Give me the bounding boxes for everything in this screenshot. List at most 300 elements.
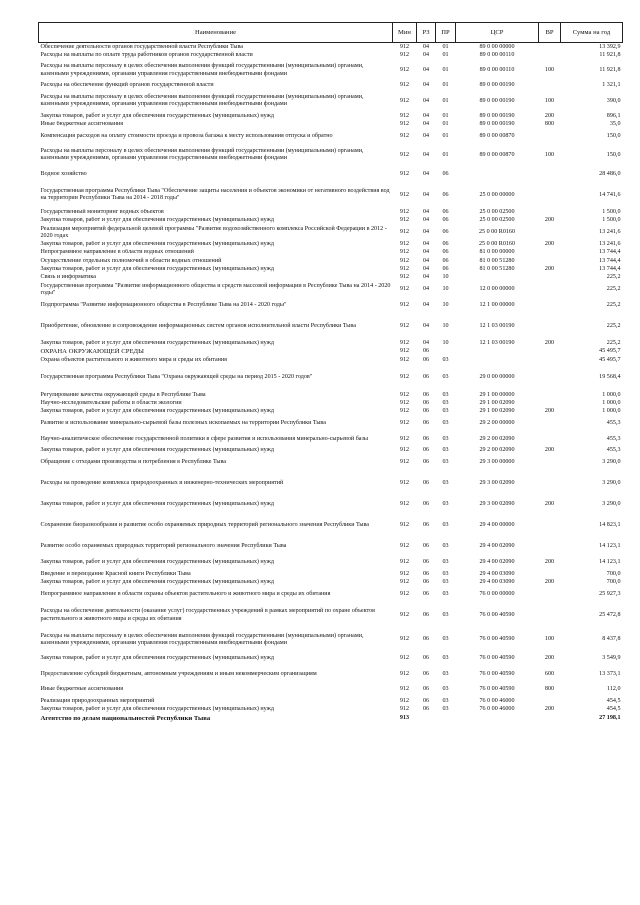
cell-rz: 06 bbox=[422, 447, 430, 454]
cell-name: Иные бюджетные ассигнования bbox=[40, 686, 124, 693]
cell-csr: 29 2 00 00000 bbox=[479, 420, 515, 427]
cell-name: Закупка товаров, работ и услуг для обеспечения государственных (муниципальных) нужд bbox=[40, 706, 274, 713]
cell-pr: 03 bbox=[442, 558, 449, 565]
table-row bbox=[39, 365, 623, 392]
cell-csr: 29 0 00 00000 bbox=[479, 374, 515, 381]
cell-name: Сохранение биоразнообразия и развитие особо охраняемых природных территорий регионального значения Республики Тыва bbox=[40, 522, 370, 529]
cell-rz: 04 bbox=[422, 249, 430, 256]
cell-pr: 06 bbox=[442, 257, 449, 264]
table-row bbox=[39, 408, 623, 416]
table-row bbox=[39, 257, 623, 265]
cell-csr: 76 0 00 40590 bbox=[479, 636, 515, 643]
cell-min: 912 bbox=[399, 229, 410, 236]
cell-min: 912 bbox=[399, 97, 410, 104]
budget-document bbox=[38, 22, 622, 722]
cell-csr: 76 0 00 40590 bbox=[479, 686, 515, 693]
cell-min: 912 bbox=[399, 399, 410, 406]
cell-name: Расходы на выплаты персоналу в целях обеспечения выполнения функций государственными (муниципальными) органами, казенными учреждениями, органами управления государственными внебюджетными фондами bbox=[40, 632, 364, 646]
cell-rz: 04 bbox=[422, 133, 430, 139]
table-row bbox=[39, 579, 623, 587]
table-row bbox=[39, 697, 623, 705]
cell-name: Государственная программа Республики Тыва "Охрана окружающей среды на период 2015 - 2020 годов" bbox=[40, 374, 313, 381]
cell-pr: 03 bbox=[442, 670, 449, 677]
cell-pr: 03 bbox=[442, 579, 449, 586]
cell-csr: 89 0 00 00190 bbox=[479, 121, 515, 128]
cell-rz: 06 bbox=[422, 590, 430, 597]
cell-sum: 225,2 bbox=[606, 322, 621, 329]
cell-rz: 06 bbox=[422, 420, 430, 427]
cell-name: Развитие и использование минерально-сырьевой базы полезных ископаемых на территории Республики Тыва bbox=[40, 420, 326, 427]
cell-pr bbox=[436, 348, 456, 356]
cell-min: 912 bbox=[399, 82, 410, 89]
cell-vr bbox=[539, 182, 561, 209]
cell-min: 912 bbox=[399, 356, 410, 363]
cell-vr bbox=[539, 356, 561, 364]
cell-csr: 76 0 00 46000 bbox=[479, 698, 515, 705]
table-row bbox=[39, 555, 623, 571]
table-row bbox=[39, 629, 623, 651]
cell-min: 912 bbox=[399, 191, 410, 198]
cell-rz: 06 bbox=[422, 543, 430, 550]
cell-sum: 45 495,7 bbox=[599, 356, 621, 363]
cell-csr: 29 4 00 03090 bbox=[479, 570, 515, 577]
cell-sum: 45 495,7 bbox=[599, 348, 621, 355]
cell-rz bbox=[417, 714, 436, 722]
cell-min: 912 bbox=[399, 420, 410, 427]
cell-vr: 800 bbox=[544, 121, 555, 128]
table-row bbox=[39, 682, 623, 698]
cell-min: 912 bbox=[399, 257, 410, 264]
cell-sum: 1 000,0 bbox=[602, 391, 621, 398]
cell-rz: 06 bbox=[422, 686, 430, 693]
cell-rz: 04 bbox=[422, 257, 430, 264]
cell-pr: 03 bbox=[442, 706, 449, 713]
cell-name: Осуществление отдельных полномочий в области водных отношений bbox=[40, 257, 222, 264]
table-row bbox=[39, 51, 623, 59]
cell-rz: 06 bbox=[422, 480, 430, 487]
cell-pr: 03 bbox=[442, 590, 449, 597]
header-csr: ЦСР bbox=[456, 23, 539, 43]
cell-csr: 89 0 00 00110 bbox=[479, 67, 515, 74]
cell-vr bbox=[539, 714, 561, 722]
cell-min: 912 bbox=[399, 133, 410, 139]
cell-min: 912 bbox=[399, 121, 410, 128]
cell-name: Расходы на выплаты персоналу в целях обеспечения выполнения функций государственными (муниципальными) органами, казенными учреждениями, органами управления государственными внебюджетными фондами bbox=[40, 93, 364, 108]
cell-rz: 06 bbox=[422, 408, 430, 415]
cell-name: Государственный мониторинг водных объектов bbox=[40, 209, 164, 216]
cell-vr: 100 bbox=[544, 67, 555, 74]
cell-rz: 04 bbox=[422, 274, 430, 281]
cell-sum: 3 290,0 bbox=[602, 480, 621, 487]
table-row bbox=[39, 416, 623, 432]
cell-name: Закупка товаров, работ и услуг для обеспечения государственных (муниципальных) нужд bbox=[40, 501, 274, 508]
cell-min: 912 bbox=[399, 670, 410, 677]
cell-csr: 29 1 00 02090 bbox=[479, 399, 515, 406]
table-row bbox=[39, 241, 623, 249]
cell-name: Закупка товаров, работ и услуг для обеспечения государственных (муниципальных) нужд bbox=[40, 558, 274, 565]
cell-csr: 29 1 00 02090 bbox=[479, 408, 515, 415]
cell-sum: 454,5 bbox=[606, 698, 621, 705]
cell-csr: 81 0 00 51280 bbox=[479, 257, 515, 264]
cell-pr: 01 bbox=[442, 51, 449, 58]
cell-vr bbox=[539, 43, 561, 52]
cell-vr: 200 bbox=[544, 112, 555, 119]
cell-vr: 100 bbox=[544, 636, 555, 643]
cell-vr bbox=[539, 298, 561, 314]
cell-name: Агентство по делам национальностей Республики Тыва bbox=[40, 714, 211, 722]
table-row bbox=[39, 513, 623, 540]
cell-min: 912 bbox=[399, 655, 410, 662]
table-row bbox=[39, 587, 623, 603]
cell-rz: 06 bbox=[422, 636, 430, 643]
cell-name: Расходы на выплаты персоналу в целях обеспечения выполнения функций государственными (муниципальными) органами, казенными учреждениями, органами управления государственными внебюджетными фондами bbox=[40, 148, 364, 162]
cell-csr: 29 4 00 00000 bbox=[479, 522, 515, 529]
header-rz: РЗ bbox=[417, 23, 436, 43]
cell-sum: 14 823,1 bbox=[599, 522, 621, 529]
table-row bbox=[39, 471, 623, 498]
cell-name: Непрограммное направление в области водных отношений bbox=[40, 249, 194, 256]
cell-csr bbox=[456, 356, 539, 364]
cell-name: Научно-исследовательские работы в области экологии bbox=[40, 399, 182, 406]
cell-min: 912 bbox=[399, 170, 410, 177]
cell-csr: 29 4 00 02090 bbox=[479, 543, 515, 550]
cell-sum: 225,2 bbox=[606, 286, 621, 293]
table-row bbox=[39, 348, 623, 356]
cell-name: Реализация мероприятий федеральной целевой программы "Развитие водохозяйственного комплекса Российской Федерации в 2012 - 2020 годах bbox=[40, 225, 387, 239]
cell-vr bbox=[539, 225, 561, 241]
cell-name: Подпрограмма "Развитие информационного общества в Республике Тыва на 2014 - 2020 годы" bbox=[40, 301, 287, 308]
cell-name: Закупка товаров, работ и услуг для обеспечения государственных (муниципальных) нужд bbox=[40, 447, 274, 454]
table-row bbox=[39, 706, 623, 714]
table-row bbox=[39, 391, 623, 399]
cell-min: 912 bbox=[399, 274, 410, 281]
cell-csr: 25 0 00 00000 bbox=[479, 191, 515, 198]
cell-csr: 89 0 00 00190 bbox=[479, 82, 515, 89]
cell-vr bbox=[539, 313, 561, 340]
cell-pr: 03 bbox=[442, 435, 449, 442]
cell-name: Введение и переиздание Красной книги Республики Тыва bbox=[40, 570, 191, 577]
cell-pr: 03 bbox=[442, 459, 449, 466]
cell-min: 912 bbox=[399, 435, 410, 442]
cell-csr bbox=[456, 274, 539, 282]
cell-sum: 700,0 bbox=[606, 570, 621, 577]
cell-name: Обращение с отходами производства и потребления в Республике Тыва bbox=[40, 459, 226, 466]
cell-csr: 29 4 00 03090 bbox=[479, 579, 515, 586]
cell-min: 912 bbox=[399, 570, 410, 577]
cell-sum: 455,3 bbox=[606, 435, 621, 442]
cell-rz: 04 bbox=[422, 217, 430, 224]
cell-pr: 10 bbox=[442, 286, 449, 293]
table-row bbox=[39, 455, 623, 471]
cell-name: Водное хозяйство bbox=[40, 170, 87, 177]
cell-pr: 01 bbox=[442, 43, 449, 50]
cell-pr: 01 bbox=[442, 133, 449, 139]
cell-pr: 01 bbox=[442, 82, 449, 89]
cell-sum: 1 321,1 bbox=[602, 82, 621, 89]
header-pr: ПР bbox=[436, 23, 456, 43]
cell-sum: 14 123,1 bbox=[599, 558, 621, 565]
table-row bbox=[39, 714, 623, 722]
cell-vr: 200 bbox=[544, 706, 555, 713]
cell-sum: 14 741,6 bbox=[599, 191, 621, 198]
cell-name: Связь и информатика bbox=[40, 274, 96, 281]
cell-rz: 06 bbox=[422, 459, 430, 466]
cell-name: Государственная программа "Развитие информационного общества и средств массовой информации в Республике Тыва на 2014 - 2020 годы" bbox=[40, 282, 391, 296]
cell-rz: 04 bbox=[422, 51, 430, 58]
cell-rz: 06 bbox=[422, 435, 430, 442]
table-row bbox=[39, 129, 623, 145]
cell-name: Расходы на проведение комплекса природоохранных и инженерно-технических мероприятий bbox=[40, 480, 284, 487]
cell-pr: 03 bbox=[442, 543, 449, 550]
cell-pr: 03 bbox=[442, 356, 449, 363]
cell-csr: 89 0 00 00870 bbox=[479, 133, 515, 139]
cell-pr: 01 bbox=[442, 67, 449, 74]
cell-rz: 06 bbox=[422, 698, 430, 705]
cell-name: Охрана объектов растительного и животного мира и среды их обитания bbox=[40, 356, 227, 363]
table-row bbox=[39, 121, 623, 129]
cell-pr: 10 bbox=[442, 340, 449, 347]
cell-min: 912 bbox=[399, 340, 410, 347]
cell-csr: 89 0 00 00190 bbox=[479, 97, 515, 104]
cell-min: 912 bbox=[399, 447, 410, 454]
cell-pr: 03 bbox=[442, 391, 449, 398]
cell-rz: 04 bbox=[422, 112, 430, 119]
cell-sum: 11 921,8 bbox=[599, 51, 621, 58]
cell-vr bbox=[539, 249, 561, 257]
cell-pr: 03 bbox=[442, 686, 449, 693]
table-row bbox=[39, 43, 623, 52]
cell-rz: 04 bbox=[422, 266, 430, 273]
table-header bbox=[39, 23, 623, 43]
cell-vr: 200 bbox=[544, 579, 555, 586]
cell-sum: 27 198,1 bbox=[599, 714, 621, 721]
cell-sum: 14 123,1 bbox=[599, 543, 621, 550]
cell-name: Государственная программа Республики Тыва "Обеспечение защиты населения и объектов экономики от негативного воздействия вод на территории Республики Тыва на 2014 - 2018 годы" bbox=[40, 188, 390, 202]
cell-rz: 06 bbox=[422, 501, 430, 508]
cell-sum: 11 921,8 bbox=[599, 67, 621, 74]
cell-csr: 89 0 00 00190 bbox=[479, 112, 515, 119]
cell-sum: 1 000,0 bbox=[602, 408, 621, 415]
cell-csr: 76 0 00 40590 bbox=[479, 611, 515, 618]
cell-min: 912 bbox=[399, 543, 410, 550]
table-row bbox=[39, 298, 623, 314]
cell-pr: 03 bbox=[442, 522, 449, 529]
cell-sum: 455,3 bbox=[606, 420, 621, 427]
cell-sum: 390,0 bbox=[606, 97, 621, 104]
cell-sum: 454,5 bbox=[606, 706, 621, 713]
cell-vr bbox=[539, 416, 561, 432]
cell-rz: 06 bbox=[422, 706, 430, 713]
cell-rz: 06 bbox=[422, 611, 430, 618]
table-row bbox=[39, 431, 623, 447]
cell-pr: 01 bbox=[442, 112, 449, 119]
table-row bbox=[39, 112, 623, 120]
cell-sum: 150,0 bbox=[606, 133, 621, 139]
cell-name: ОХРАНА ОКРУЖАЮЩЕЙ СРЕДЫ bbox=[40, 348, 144, 356]
cell-name: Закупка товаров, работ и услуг для обеспечения государственных (муниципальных) нужд bbox=[40, 217, 274, 224]
cell-vr: 200 bbox=[544, 501, 555, 508]
cell-min: 912 bbox=[399, 266, 410, 273]
cell-vr bbox=[539, 365, 561, 392]
cell-name: Регулирование качества окружающей среды в Республике Тыва bbox=[40, 391, 206, 398]
cell-pr: 03 bbox=[442, 399, 449, 406]
cell-rz: 06 bbox=[422, 522, 430, 529]
cell-name: Реализация природоохранных мероприятий bbox=[40, 698, 155, 705]
cell-min: 912 bbox=[399, 391, 410, 398]
cell-rz: 06 bbox=[422, 670, 430, 677]
cell-sum: 19 568,4 bbox=[599, 374, 621, 381]
cell-pr: 03 bbox=[442, 501, 449, 508]
cell-vr bbox=[539, 82, 561, 90]
cell-sum: 13 241,6 bbox=[599, 229, 621, 236]
cell-min: 912 bbox=[399, 348, 410, 355]
table-row bbox=[39, 602, 623, 629]
table-row bbox=[39, 209, 623, 217]
cell-name: Закупка товаров, работ и услуг для обеспечения государственных (муниципальных) нужд bbox=[40, 241, 274, 248]
cell-name: Непрограммное направление в области охраны объектов растительного и животного мира и среды их обитания bbox=[40, 590, 331, 597]
cell-sum: 3 549,9 bbox=[602, 655, 621, 662]
cell-pr: 03 bbox=[442, 408, 449, 415]
cell-sum: 150,0 bbox=[606, 151, 621, 158]
cell-vr bbox=[539, 539, 561, 555]
cell-pr: 03 bbox=[442, 611, 449, 618]
cell-min: 912 bbox=[399, 706, 410, 713]
table-row bbox=[39, 340, 623, 348]
cell-csr: 12 1 00 00000 bbox=[479, 301, 515, 308]
cell-name: Закупка товаров, работ и услуг для обеспечения государственных (муниципальных) нужд bbox=[40, 655, 274, 662]
cell-name: Расходы на обеспечение деятельности (оказание услуг) государственных учреждений в рамках мероприятий по охране объектов растительного и животного мира и среды их обитания bbox=[40, 608, 375, 622]
table-row bbox=[39, 144, 623, 166]
cell-vr bbox=[539, 570, 561, 578]
header-vr: ВР bbox=[539, 23, 561, 43]
cell-rz: 04 bbox=[422, 301, 430, 308]
cell-rz: 06 bbox=[422, 356, 430, 363]
cell-min: 912 bbox=[399, 249, 410, 256]
cell-vr bbox=[539, 257, 561, 265]
cell-csr bbox=[456, 348, 539, 356]
cell-sum: 455,3 bbox=[606, 447, 621, 454]
cell-name: Обеспечение деятельности органов государственной власти Республики Тыва bbox=[40, 43, 243, 50]
cell-pr: 03 bbox=[442, 480, 449, 487]
cell-sum: 25 472,8 bbox=[599, 611, 621, 618]
cell-csr: 29 2 00 02090 bbox=[479, 447, 515, 454]
cell-sum: 225,2 bbox=[606, 301, 621, 308]
cell-vr bbox=[539, 513, 561, 540]
cell-csr: 76 0 00 40590 bbox=[479, 670, 515, 677]
cell-rz: 04 bbox=[422, 340, 430, 347]
cell-csr: 89 0 00 00110 bbox=[479, 51, 515, 58]
cell-rz: 06 bbox=[422, 374, 430, 381]
cell-vr bbox=[539, 348, 561, 356]
cell-sum: 28 486,0 bbox=[599, 170, 621, 177]
cell-min: 912 bbox=[399, 67, 410, 74]
cell-vr: 100 bbox=[544, 151, 555, 158]
cell-sum: 13 744,4 bbox=[599, 266, 621, 273]
table-row bbox=[39, 539, 623, 555]
cell-vr bbox=[539, 455, 561, 471]
cell-vr: 200 bbox=[544, 558, 555, 565]
cell-pr: 03 bbox=[442, 636, 449, 643]
cell-pr: 10 bbox=[442, 301, 449, 308]
cell-rz: 04 bbox=[422, 43, 430, 50]
cell-name: Предоставление субсидий бюджетным, автономным учреждениям и иным некоммерческим организациям bbox=[40, 670, 317, 677]
table-row bbox=[39, 497, 623, 513]
cell-sum: 1 000,0 bbox=[602, 399, 621, 406]
cell-sum: 25 927,3 bbox=[599, 590, 621, 597]
cell-vr bbox=[539, 431, 561, 447]
cell-vr bbox=[539, 602, 561, 629]
cell-rz: 04 bbox=[422, 286, 430, 293]
cell-min: 912 bbox=[399, 686, 410, 693]
cell-min: 912 bbox=[399, 241, 410, 248]
cell-name: Закупка товаров, работ и услуг для обеспечения государственных (муниципальных) нужд bbox=[40, 408, 274, 415]
cell-csr: 81 0 00 00000 bbox=[479, 249, 515, 256]
budget-table bbox=[38, 22, 623, 722]
cell-sum: 896,1 bbox=[606, 112, 621, 119]
cell-sum: 8 437,8 bbox=[602, 636, 621, 643]
cell-vr bbox=[539, 587, 561, 603]
cell-csr: 25 0 00 R0160 bbox=[478, 241, 516, 248]
cell-vr bbox=[539, 51, 561, 59]
cell-pr: 06 bbox=[442, 266, 449, 273]
cell-pr: 03 bbox=[442, 420, 449, 427]
cell-pr: 03 bbox=[442, 374, 449, 381]
cell-csr: 29 1 00 00000 bbox=[479, 391, 515, 398]
cell-sum: 225,2 bbox=[606, 340, 621, 347]
header-sum: Сумма на год bbox=[561, 23, 623, 43]
header-name: Наименование bbox=[39, 23, 393, 43]
cell-pr: 10 bbox=[442, 274, 449, 281]
cell-rz: 04 bbox=[422, 97, 430, 104]
cell-rz: 04 bbox=[422, 67, 430, 74]
table-row bbox=[39, 356, 623, 364]
cell-pr: 06 bbox=[442, 229, 449, 236]
cell-vr: 600 bbox=[544, 670, 555, 677]
cell-min: 912 bbox=[399, 590, 410, 597]
cell-sum: 13 373,1 bbox=[599, 670, 621, 677]
cell-rz: 04 bbox=[422, 170, 430, 177]
cell-csr: 29 4 00 02090 bbox=[479, 558, 515, 565]
cell-csr: 12 1 03 00190 bbox=[479, 340, 515, 347]
cell-vr: 200 bbox=[544, 266, 555, 273]
cell-min: 912 bbox=[399, 112, 410, 119]
cell-sum: 13 744,4 bbox=[599, 257, 621, 264]
cell-pr: 06 bbox=[442, 217, 449, 224]
table-row bbox=[39, 666, 623, 682]
cell-min: 912 bbox=[399, 43, 410, 50]
table-row bbox=[39, 225, 623, 241]
table-row bbox=[39, 217, 623, 225]
cell-name: Закупка товаров, работ и услуг для обеспечения государственных (муниципальных) нужд bbox=[40, 112, 274, 119]
cell-sum: 35,0 bbox=[609, 121, 621, 128]
cell-vr: 200 bbox=[544, 340, 555, 347]
cell-sum: 13 241,6 bbox=[599, 241, 621, 248]
cell-min: 912 bbox=[399, 374, 410, 381]
cell-vr: 200 bbox=[544, 217, 555, 224]
cell-vr: 200 bbox=[544, 447, 555, 454]
cell-sum: 112,0 bbox=[607, 686, 621, 693]
cell-min: 912 bbox=[399, 636, 410, 643]
table-row bbox=[39, 274, 623, 282]
cell-name: Расходы на выплаты по оплате труда работников органов государственной власти bbox=[40, 51, 253, 58]
cell-rz: 04 bbox=[422, 241, 430, 248]
cell-rz: 04 bbox=[422, 82, 430, 89]
cell-csr: 76 0 00 40590 bbox=[479, 655, 515, 662]
cell-min: 912 bbox=[399, 459, 410, 466]
cell-rz: 04 bbox=[422, 191, 430, 198]
cell-pr: 06 bbox=[442, 249, 449, 256]
cell-csr: 29 2 00 02090 bbox=[479, 435, 515, 442]
